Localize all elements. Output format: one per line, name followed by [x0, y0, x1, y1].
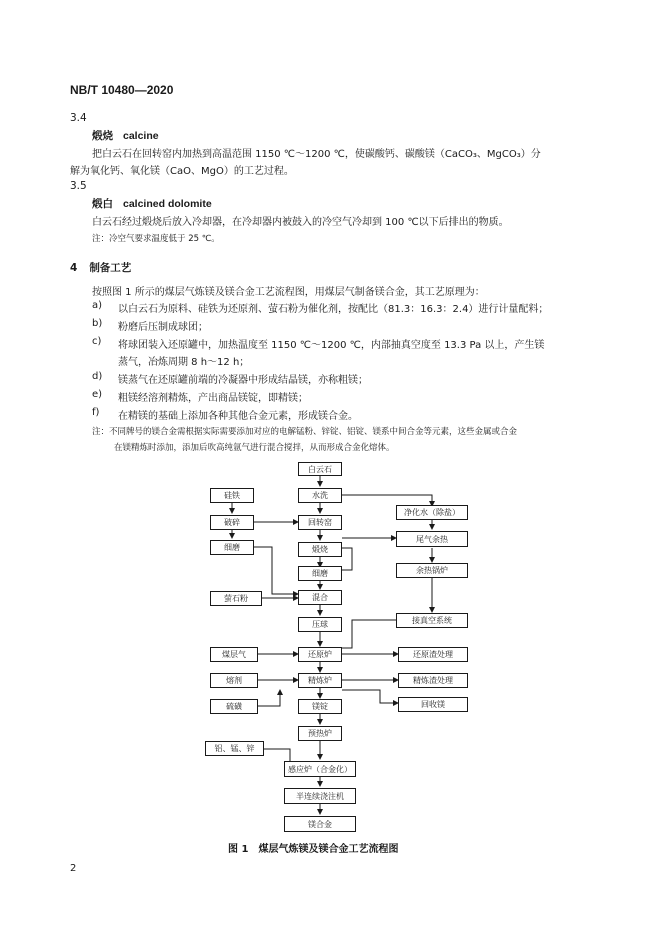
section-note-continuation: 在镁精炼时添加，添加后吹高纯氩气进行混合搅拌，从而形成合金化熔体。: [114, 443, 395, 453]
list-item: 将球团装入还原罐中，加热温度至 1150 ℃～1200 ℃，内部抽真空度至 13.3 Pa 以上，产生镁: [118, 340, 545, 351]
flow-box-rotary-kiln: 回转窑: [298, 515, 342, 530]
flow-box-sulfur: 硫磺: [210, 699, 258, 714]
flow-box-slag-refining: 精炼渣处理: [398, 673, 468, 688]
flow-box-recover-mg: 回收镁: [398, 697, 468, 712]
term-zh: 煅烧: [92, 130, 113, 142]
list-letter: c): [92, 336, 102, 347]
term-definition-line: 白云石经过煅烧后放入冷却器，在冷却器内被鼓入的冷空气冷却到 100 ℃以下后排出的物质。: [92, 217, 509, 228]
flow-box-vacuum: 接真空系统: [396, 613, 468, 628]
flow-box-crush: 破碎: [210, 515, 254, 530]
flow-box-boiler: 余热锅炉: [396, 563, 468, 578]
list-item: 粉磨后压制成球团；: [118, 322, 208, 333]
flow-box-refining: 精炼炉: [298, 673, 342, 688]
section-number: 4: [70, 262, 78, 274]
list-item: 在精镁的基础上添加各种其他合金元素，形成镁合金。: [118, 411, 358, 422]
flow-box-metals: 铝、锰、锌: [205, 741, 264, 756]
flow-box-induction: 感应炉（合金化）: [284, 761, 356, 777]
flow-box-cbm: 煤层气: [210, 647, 258, 662]
list-letter: a): [92, 300, 103, 311]
list-item: 粗镁经溶剂精炼，产出商品镁锭，即精镁；: [118, 393, 308, 404]
flow-box-caster: 半连续浇注机: [284, 788, 356, 804]
term-note: 注：冷空气要求温度低于 25 ℃。: [92, 234, 220, 244]
flow-box-ferrosilicon: 硅铁: [210, 488, 254, 503]
term-en: calcine: [123, 130, 159, 142]
standard-number: NB/T 10480—2020: [70, 83, 174, 97]
flow-box-fine-grind: 细磨: [298, 566, 342, 581]
flow-box-calcine: 煅烧: [298, 542, 342, 557]
list-item: 以白云石为原料、硅铁为还原剂、萤石粉为催化剂，按配比（81.3：16.3：2.4）进行计量配料；: [118, 304, 549, 315]
term-definition-line: 解为氧化钙、氧化镁（CaO、MgO）的工艺过程。: [70, 166, 294, 177]
term-definition-line: 把白云石在回转窑内加热到高温范围 1150 ℃～1200 ℃，使碳酸钙、碳酸镁（CaCO₃、MgCO₃）分: [92, 149, 541, 160]
flow-box-mix: 混合: [298, 590, 342, 605]
flow-box-waste-heat: 尾气余热: [396, 531, 468, 547]
section-note: 注：不同牌号的镁合金需根据实际需要添加对应的电解锰粉、锌锭、铝锭、镁系中间合金等元素，这些金属或合金: [92, 427, 518, 437]
list-letter: b): [92, 318, 103, 329]
flow-box-pelletize: 压球: [298, 617, 342, 632]
flow-box-grind-left: 细磨: [210, 540, 254, 555]
flow-box-flux: 熔剂: [210, 673, 258, 688]
flow-box-reduction: 还原炉: [298, 647, 342, 662]
list-letter: f): [92, 407, 100, 418]
figure-caption: 图 1 煤层气炼镁及镁合金工艺流程图: [228, 844, 399, 855]
list-item-continuation: 蒸气，冶炼周期 8 h～12 h；: [118, 357, 250, 368]
section-intro: 按照图 1 所示的煤层气炼镁及镁合金工艺流程图，用煤层气制备镁合金，其工艺原理为：: [92, 287, 485, 298]
flow-box-fluorite: 萤石粉: [210, 591, 262, 606]
flow-box-dolomite: 白云石: [298, 462, 342, 476]
term-en: calcined dolomite: [123, 198, 212, 210]
list-item: 镁蒸气在还原罐前端的冷凝器中形成结晶镁，亦称粗镁；: [118, 375, 368, 386]
flow-box-pure-water: 净化水（除盐）: [396, 505, 468, 520]
page-number: 2: [70, 863, 77, 874]
section-title: 制备工艺: [89, 262, 132, 274]
flow-box-alloy: 镁合金: [284, 816, 356, 832]
term-number: 3.4: [70, 112, 87, 124]
flow-box-wash: 水洗: [298, 488, 342, 503]
term-zh: 煅白: [92, 198, 113, 210]
flow-box-slag-reduction: 还原渣处理: [398, 647, 468, 662]
list-letter: e): [92, 389, 103, 400]
list-letter: d): [92, 371, 103, 382]
flow-box-ingot: 镁锭: [298, 699, 342, 714]
flow-box-preheat: 预热炉: [298, 726, 342, 741]
term-number: 3.5: [70, 180, 87, 192]
